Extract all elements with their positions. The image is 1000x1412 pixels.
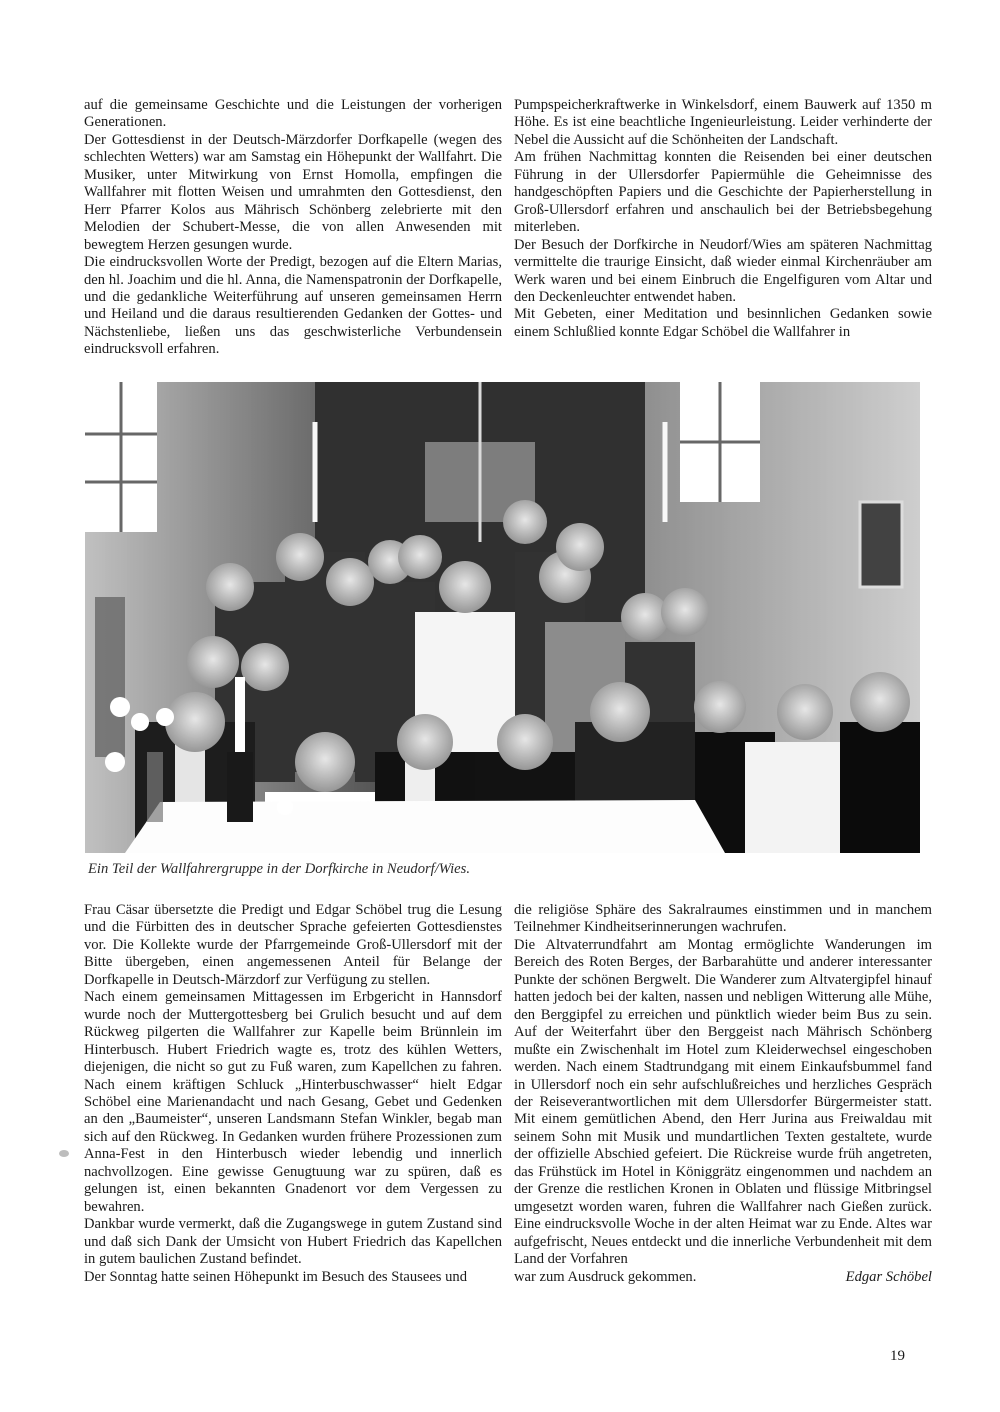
paragraph: die religiöse Sphäre des Sakralraumes einstimmen und in manchem Teilnehmer Kindheitserinnerungen wachrufen. [514,902,932,936]
photo-caption: Ein Teil der Wallfahrergruppe in der Dorfkirche in Neudorf/Wies. [88,861,470,877]
page-number: 19 [890,1348,905,1364]
scan-smudge [59,1150,69,1157]
paragraph: Der Gottesdienst in der Deutsch-Märzdorfer Dorfkapelle (wegen des schlechten Wetters) war am Samstag ein Höhepunkt der Wallfahrt. Die Musiker, unter Mitwirkung von Ernst Homolla, empfingen die Wallfahrer mit flotten Weisen und umrahmten den Gottesdienst, den Herr Pfarrer Kolos aus Mährisch Schönberg zelebrierte mit den Melodien der Schubert-Messe, die von allen Anwesenden mit bewegtem Herzen gesungen wurde. [84,131,502,253]
paragraph: auf die gemeinsame Geschichte und die Leistungen der vorherigen Generationen. [84,97,502,131]
article-column-top-left [84,97,502,359]
paragraph: Dankbar wurde vermerkt, daß die Zugangswege in gutem Zustand sind und daß sich Dank der Umsicht von Hubert Friedrich das Kapellchen in gutem baulichen Zustand befindet. [84,1216,502,1268]
group-photo-illustration [85,382,920,853]
picture-frame [860,502,902,587]
author-signature: Edgar Schöbel [845,1268,932,1285]
window-right [680,382,760,502]
paragraph: Mit Gebeten, einer Meditation und besinnlichen Gedanken sowie einem Schlußlied konnte Edgar Schöbel die Wallfahrer in [514,306,932,340]
closing-line [514,1269,932,1286]
paragraph: Nach einem gemeinsamen Mittagessen im Erbgericht in Hannsdorf wurde noch der Muttergottesberg bei Grulich besucht und auf dem Rückweg pilgerten die Wallfahrer zur Kapelle beim Brünnlein im Hinterbusch. Hubert Friedrich wagte es, trotz des kühlen Wetters, diejenigen, die nicht so gut zu Fuß waren, zum Kapellchen zu fahren. Nach einem kräftigen Schluck „Hinterbuschwasser“ hielt Edgar Schöbel eine Marienandacht und nach Gesang, Gebet und Gedenken an den „Baumeister“, unseren Landsmann Stefan Winkler, begab man sich auf den Rückweg. In Gedanken wurden frühere Prozessionen zum Anna-Fest in den Hinterbusch wieder lebendig und innerlich nachvollzogen. Eine gewisse Genugtuung war zu spüren, daß es gelungen ist, einen bekannten Gnadenort vor dem Vergessen zu bewahren. [84,989,502,1215]
window-left [85,382,157,532]
paragraph: Der Sonntag hatte seinen Höhepunkt im Besuch des Stausees und [84,1268,468,1285]
article-column-bottom-right [514,902,932,1286]
candle [235,677,245,752]
paragraph: Am frühen Nachmittag konnten die Reisenden bei einer deutschen Führung in der Ullersdorfer Papiermühle die Geheimnisse des handgeschöpften Papiers und die Geschichte der Papierherstellung in Groß-Ullersdorf erfahren und anschaulich bei der Betriebsbegehung miterleben. [514,149,932,236]
paragraph: Pumpspeicherkraftwerke in Winkelsdorf, einem Bauwerk auf 1350 m Höhe. Es ist eine beachtliche Ingenieurleistung. Leider verhinderte der Nebel die Aussicht auf die Schönheiten der Landschaft. [514,97,932,148]
paragraph: Der Besuch der Dorfkirche in Neudorf/Wies am späteren Nachmittag vermittelte die traurige Einsicht, daß wieder einmal Kirchenräuber am Werk waren und bei einem Einbruch die Engelfiguren vom Altar und den Deckenleuchter entwendet haben. [514,236,932,305]
article-column-bottom-left [84,902,502,1286]
closing-text: war zum Ausdruck gekommen. [514,1268,697,1285]
altar-table [125,800,725,853]
paragraph: Die eindrucksvollen Worte der Predigt, bezogen auf die Eltern Marias, den hl. Joachim und die hl. Anna, die Namenspatronin der Dorfkapelle, und die gedankliche Weiterführung auf unseren gemeinsamen Herrn und Heiland und die daraus resultierenden Gedanken der Gottes- und Nächstenliebe, ließen uns das geschwisterliche Verbundensein eindrucksvoll erfahren. [84,254,502,358]
candlestick [227,752,253,822]
paragraph: Frau Cäsar übersetzte die Predigt und Edgar Schöbel trug die Lesung und die Fürbitten des in deutscher Sprache gefeierten Gottesdienstes vor. Die Kollekte wurde der Pfarrgemeinde Groß-Ullersdorf mit der Bitte übergeben, einen angemessenen Anteil für Belange der Dorfkapelle in Deutsch-Märzdorf zur Verfügung zu stellen. [84,902,502,988]
paragraph: Die Altvaterrundfahrt am Montag ermöglichte Wanderungen im Bereich des Roten Berges, der Barbarahütte und anderer interessanter Punkte der schönen Bergwelt. Die Wanderer zum Altvatergipfel hinauf hatten jedoch bei der kalten, nassen und nebligen Witterung alle Mühe, den Berggipfel zu erreichen und pünktlich wieder beim Bus zu sein. Auf der Weiterfahrt über den Berggeist nach Mährisch Schönberg mußte ein Zwischenhalt im Hotel zum Kleiderwechsel eingeschoben werden. Nach einem Stadtrundgang mit einem Einkaufsbummel fand in Ullersdorf noch ein sehr aufschlußreiches und herzliches Gespräch der Reiseverantwortlichen mit dem Ullersdorfer Bürgermeister statt. Mit einem gemütlichen Abend, den Herr Jurina aus Freiwaldau mit seinem Sohn mit Musik und mundartlichen Texten gestaltete, wurde der offizielle Abschied gefeiert. Die Rückreise wurde früh angetreten, das Frühstück im Hotel in Königgrätz eingenommen und nachdem an der Grenze die restlichen Kronen in Oblaten und flüssige Mitbringsel umgesetzt worden waren, fuhren die Wallfahrer nach Gießen zurück. Eine eindrucksvolle Woche in der alten Heimat war zu Ende. Altes war aufgefrischt, Neues entdeckt und die innerliche Verbundenheit mit dem Land der Vorfahren [514,936,932,1268]
group-photo [85,382,920,853]
article-column-top-right [514,97,932,341]
